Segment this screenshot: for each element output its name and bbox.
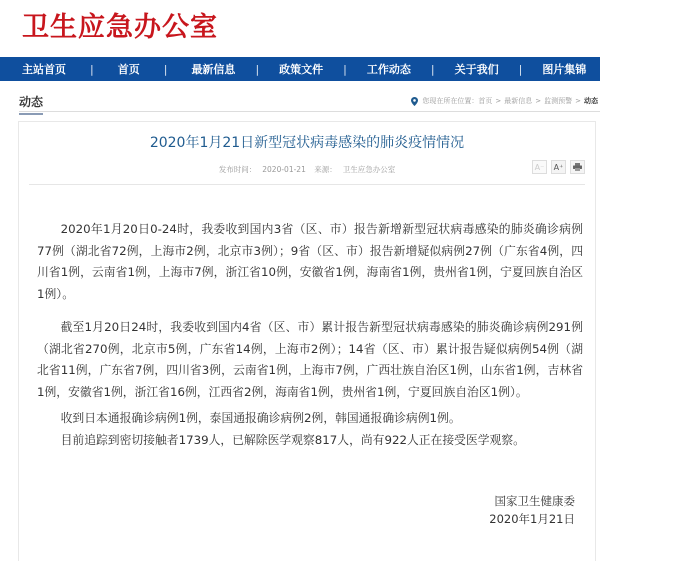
nav-item-photo-gallery[interactable]: 图片集锦 (542, 63, 587, 76)
nav-separator: | (255, 62, 260, 76)
nav-separator: | (343, 62, 347, 76)
signature (489, 492, 575, 528)
nav-item-work-updates[interactable]: 工作动态 (366, 63, 411, 76)
article-panel (18, 121, 596, 561)
meta-divider (29, 184, 585, 185)
paragraph-international-cases: 收到日本通报确诊病例1例，泰国通报确诊病例2例，韩国通报确诊病例1例。 (60, 411, 461, 425)
article-title: 2020年1月21日新型冠状病毒感染的肺炎疫情情况 (149, 135, 465, 151)
publish-time-label: 发布时间： (218, 165, 257, 174)
nav-separator: | (90, 62, 94, 76)
paragraph-cumulative-cases: 截至1月20日24时，我委收到国内4省（区、市）累计报告新型冠状病毒感染的肺炎确诊病例291例（湖北省270例，北京市5例，广东省14例，上海市2例）；14省（区、市）累计报告疑似病例54例（湖北省11例，广东省7例，四川省3例，云南省1例，上海市7例，广西壮族自治区1例，山东省1例，吉林省1例，安徽省1例，浙江省16例，江西省2例，海南省1例，贵州省1例，宁夏回族自治区1例）。 (37, 320, 583, 399)
print-icon (573, 163, 582, 171)
source-name: 卫生应急办公室 (342, 165, 396, 174)
paragraph-close-contacts: 目前追踪到密切接触者1739人，已解除医学观察817人，尚有922人正在接受医学观察。 (60, 433, 525, 447)
site-logo-title[interactable]: 卫生应急办公室 (22, 12, 218, 43)
nav-item-policy-documents[interactable]: 政策文件 (279, 63, 324, 76)
nav-item-main-site-home[interactable]: 主站首页 (22, 63, 66, 76)
publish-date: 2020-01-21 (262, 165, 306, 174)
nav-item-special-topics[interactable]: 专题专栏 (630, 63, 674, 76)
font-increase-button[interactable]: A⁺ (551, 160, 566, 174)
nav-item-latest-news[interactable]: 最新信息 (191, 63, 236, 76)
main-nav (0, 57, 674, 81)
signature-date: 2020年1月21日 (489, 512, 575, 526)
section-divider (19, 111, 600, 112)
nav-item-home[interactable]: 首页 (117, 63, 140, 76)
font-decrease-button[interactable]: A⁻ (532, 160, 547, 174)
section-title: 动态 (19, 93, 43, 115)
breadcrumb (411, 96, 598, 106)
paragraph-new-cases: 2020年1月20日0-24时，我委收到国内3省（区、市）报告新增新型冠状病毒感染的肺炎确诊病例77例（湖北省72例，上海市2例，北京市3例）；9省（区、市）报告新增疑似病例27例（广东省4例，四川省1例，云南省1例，上海市7例，浙江省10例，安徽省1例，海南省1例，贵州省1例，宁夏回族自治区1例）。 (37, 222, 583, 301)
breadcrumb-separator: > (575, 97, 581, 105)
nav-item-about-us[interactable]: 关于我们 (454, 63, 499, 76)
breadcrumb-latest-news[interactable]: 最新信息 (504, 97, 533, 105)
print-button[interactable] (570, 160, 585, 174)
article-body (37, 219, 583, 451)
breadcrumb-prefix: 您现在所在位置： (422, 97, 479, 105)
breadcrumb-home[interactable]: 首页 (478, 97, 493, 105)
breadcrumb-separator: > (535, 97, 542, 105)
breadcrumb-separator: > (495, 97, 502, 105)
nav-separator: | (163, 62, 168, 76)
breadcrumb-current[interactable]: 动态 (584, 97, 598, 105)
nav-separator: | (606, 62, 611, 76)
nav-separator: | (430, 62, 435, 76)
site-header (0, 0, 600, 57)
breadcrumb-monitoring-alerts[interactable]: 监测预警 (544, 97, 573, 105)
signature-org: 国家卫生健康委 (494, 494, 575, 508)
nav-separator: | (518, 62, 523, 76)
source-label: 来源： (314, 165, 337, 174)
article-tools (532, 160, 585, 174)
map-pin-icon (411, 97, 418, 106)
article-meta (19, 164, 595, 175)
